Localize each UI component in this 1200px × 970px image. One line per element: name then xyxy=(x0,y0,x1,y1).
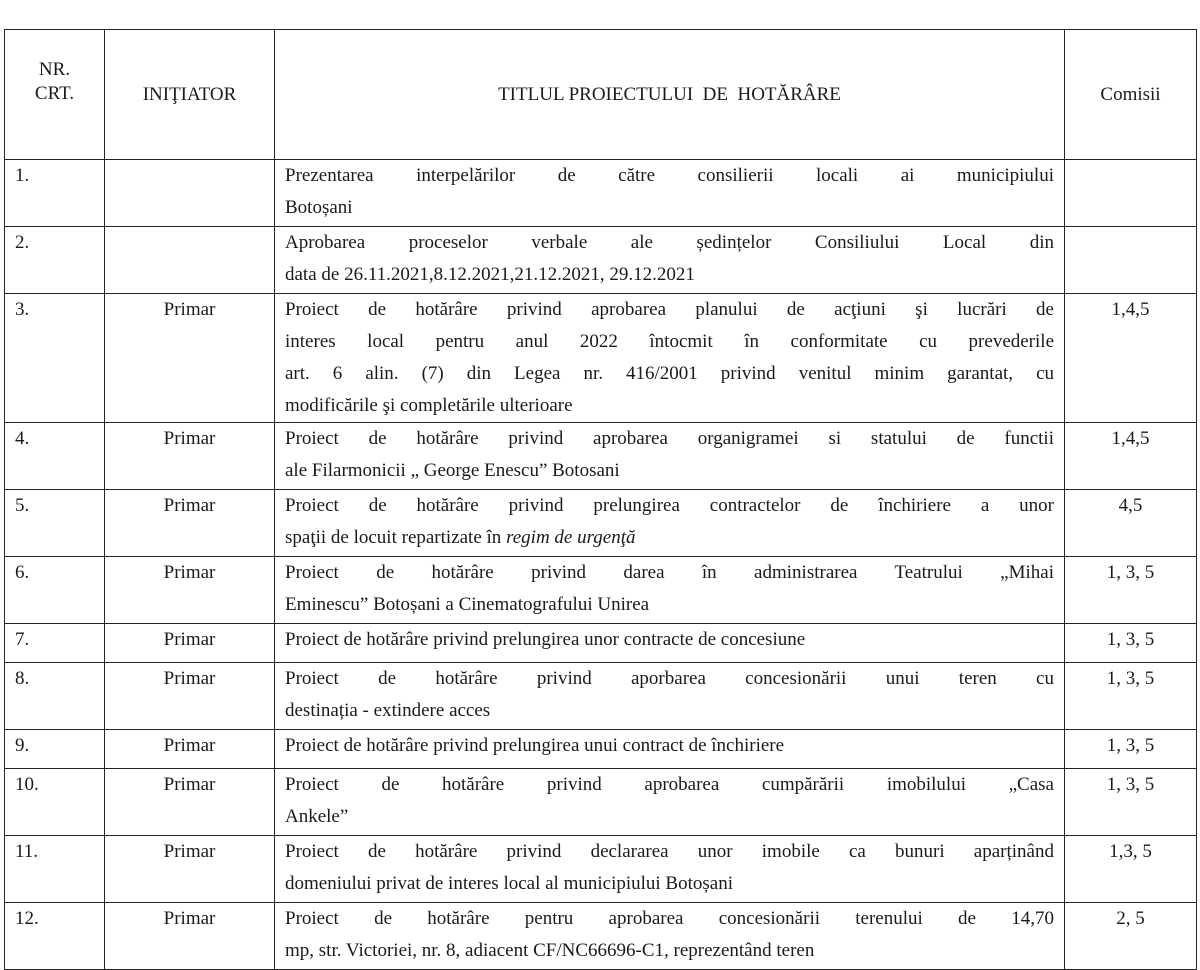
row-title xyxy=(275,227,1065,294)
title-line-text: interes local pentru anul 2022 întocmit în conformitate cu prevederile xyxy=(285,331,1054,352)
row-title xyxy=(275,423,1065,490)
title-line xyxy=(285,358,1054,390)
title-line-text: domeniului privat de interes local al municipiului Botoșani xyxy=(285,873,733,894)
title-line-text: modificările şi completările ulterioare xyxy=(285,395,573,416)
header-nr-crt xyxy=(5,30,105,160)
row-initiator: Primar xyxy=(105,663,275,730)
row-commissions: 1,3, 5 xyxy=(1065,836,1197,903)
table-row xyxy=(5,557,1197,624)
title-line xyxy=(285,589,1054,621)
row-commissions: 2, 5 xyxy=(1065,903,1197,970)
title-line xyxy=(285,624,1054,656)
row-commissions: 4,5 xyxy=(1065,490,1197,557)
title-line-text: Prezentarea interpelărilor de către consilierii locali ai municipiului xyxy=(285,165,1054,186)
title-line xyxy=(285,557,1054,589)
row-commissions xyxy=(1065,227,1197,294)
header-nr-line2: CRT. xyxy=(34,83,75,104)
title-line-text: Eminescu” Botoșani a Cinematografului Unirea xyxy=(285,594,650,615)
row-commissions: 1, 3, 5 xyxy=(1065,663,1197,730)
title-line-text: destinația - extindere acces xyxy=(285,700,491,721)
title-line-text: Proiect de hotărâre privind aprobarea planului de acţiuni şi lucrări de xyxy=(285,299,1054,320)
row-title xyxy=(275,903,1065,970)
row-commissions xyxy=(1065,160,1197,227)
title-line-text: Proiect de hotărâre privind prelungirea unui contract de închiriere xyxy=(285,735,785,756)
title-italic-text: regim de urgenţă xyxy=(506,527,636,548)
title-line xyxy=(285,423,1054,455)
title-line xyxy=(285,160,1054,192)
row-initiator: Primar xyxy=(105,836,275,903)
row-initiator: Primar xyxy=(105,423,275,490)
agenda-table xyxy=(4,29,1197,970)
row-title xyxy=(275,769,1065,836)
row-initiator: Primar xyxy=(105,730,275,769)
table-header-row xyxy=(5,30,1197,160)
row-title xyxy=(275,836,1065,903)
title-line-text: Proiect de hotărâre privind aprobarea cumpărării imobilului „Casa xyxy=(285,774,1054,795)
row-initiator: Primar xyxy=(105,903,275,970)
table-row xyxy=(5,227,1197,294)
row-number: 3. xyxy=(5,294,105,423)
row-title xyxy=(275,160,1065,227)
row-commissions: 1, 3, 5 xyxy=(1065,730,1197,769)
title-line-text: Proiect de hotărâre privind prelungirea contractelor de închiriere a unor xyxy=(285,495,1054,516)
title-line xyxy=(285,490,1054,522)
row-title xyxy=(275,557,1065,624)
row-initiator: Primar xyxy=(105,769,275,836)
row-number: 8. xyxy=(5,663,105,730)
title-line xyxy=(285,801,1054,833)
row-commissions: 1,4,5 xyxy=(1065,423,1197,490)
title-line xyxy=(285,259,1054,291)
table-row xyxy=(5,730,1197,769)
title-line xyxy=(285,903,1054,935)
title-line-text: data de 26.11.2021,8.12.2021,21.12.2021, 29.12.2021 xyxy=(285,264,695,285)
title-line xyxy=(285,769,1054,801)
row-initiator: Primar xyxy=(105,490,275,557)
agenda-body xyxy=(5,160,1197,970)
title-line-text: Proiect de hotărâre privind prelungirea unor contracte de concesiune xyxy=(285,629,806,650)
row-number: 4. xyxy=(5,423,105,490)
row-commissions: 1, 3, 5 xyxy=(1065,624,1197,663)
row-initiator: Primar xyxy=(105,294,275,423)
title-line xyxy=(285,935,1054,967)
title-line xyxy=(285,522,1054,554)
title-line xyxy=(285,294,1054,326)
row-number: 10. xyxy=(5,769,105,836)
row-title xyxy=(275,490,1065,557)
row-initiator: Primar xyxy=(105,557,275,624)
title-line-text: Proiect de hotărâre privind declararea unor imobile ca bunuri aparținând xyxy=(285,841,1054,862)
table-row xyxy=(5,294,1197,423)
row-number: 12. xyxy=(5,903,105,970)
title-line-text: Proiect de hotărâre privind aprobarea organigramei si statului de functii xyxy=(285,428,1054,449)
row-initiator: Primar xyxy=(105,624,275,663)
title-line-text: art. 6 alin. (7) din Legea nr. 416/2001 privind venitul minim garantat, cu xyxy=(285,363,1054,384)
title-line xyxy=(285,730,1054,762)
row-number: 11. xyxy=(5,836,105,903)
title-line-text: Proiect de hotărâre privind aporbarea concesionării unui teren cu xyxy=(285,668,1054,689)
row-initiator xyxy=(105,227,275,294)
title-line xyxy=(285,836,1054,868)
document-page xyxy=(4,29,1196,970)
title-line-text: spaţii de locuit repartizate în xyxy=(285,527,507,548)
title-line xyxy=(285,326,1054,358)
title-line-text: ale Filarmonicii „ George Enescu” Botosani xyxy=(285,460,620,481)
row-number: 2. xyxy=(5,227,105,294)
row-title xyxy=(275,663,1065,730)
row-title xyxy=(275,730,1065,769)
title-line xyxy=(285,868,1054,900)
title-line xyxy=(285,390,1054,422)
title-line-text: Proiect de hotărâre privind darea în administrarea Teatrului „Mihai xyxy=(285,562,1054,583)
table-row xyxy=(5,836,1197,903)
row-initiator xyxy=(105,160,275,227)
row-commissions: 1, 3, 5 xyxy=(1065,557,1197,624)
title-line-text: Botoșani xyxy=(285,197,353,218)
table-row xyxy=(5,490,1197,557)
title-line-text: Aprobarea proceselor verbale ale ședințelor Consiliului Local din xyxy=(285,232,1054,253)
row-number: 1. xyxy=(5,160,105,227)
row-number: 7. xyxy=(5,624,105,663)
table-row xyxy=(5,903,1197,970)
title-line xyxy=(285,663,1054,695)
row-title xyxy=(275,624,1065,663)
header-nr-line1: NR. xyxy=(38,59,71,80)
header-commissions: Comisii xyxy=(1065,30,1197,160)
title-line-text: Ankele” xyxy=(285,806,349,827)
header-title: TITLUL PROIECTULUI DE HOTĂRÂRE xyxy=(275,30,1065,160)
table-row xyxy=(5,663,1197,730)
row-commissions: 1, 3, 5 xyxy=(1065,769,1197,836)
title-line xyxy=(285,695,1054,727)
title-line-text: mp, str. Victoriei, nr. 8, adiacent CF/NC66696-C1, reprezentând teren xyxy=(285,940,815,961)
title-line xyxy=(285,192,1054,224)
row-number: 9. xyxy=(5,730,105,769)
header-initiator: INIŢIATOR xyxy=(105,30,275,160)
table-row xyxy=(5,624,1197,663)
row-commissions: 1,4,5 xyxy=(1065,294,1197,423)
table-row xyxy=(5,423,1197,490)
table-row xyxy=(5,160,1197,227)
title-line xyxy=(285,227,1054,259)
row-number: 6. xyxy=(5,557,105,624)
title-line xyxy=(285,455,1054,487)
title-line-text: Proiect de hotărâre pentru aprobarea concesionării terenului de 14,70 xyxy=(285,908,1054,929)
row-title xyxy=(275,294,1065,423)
row-number: 5. xyxy=(5,490,105,557)
table-row xyxy=(5,769,1197,836)
